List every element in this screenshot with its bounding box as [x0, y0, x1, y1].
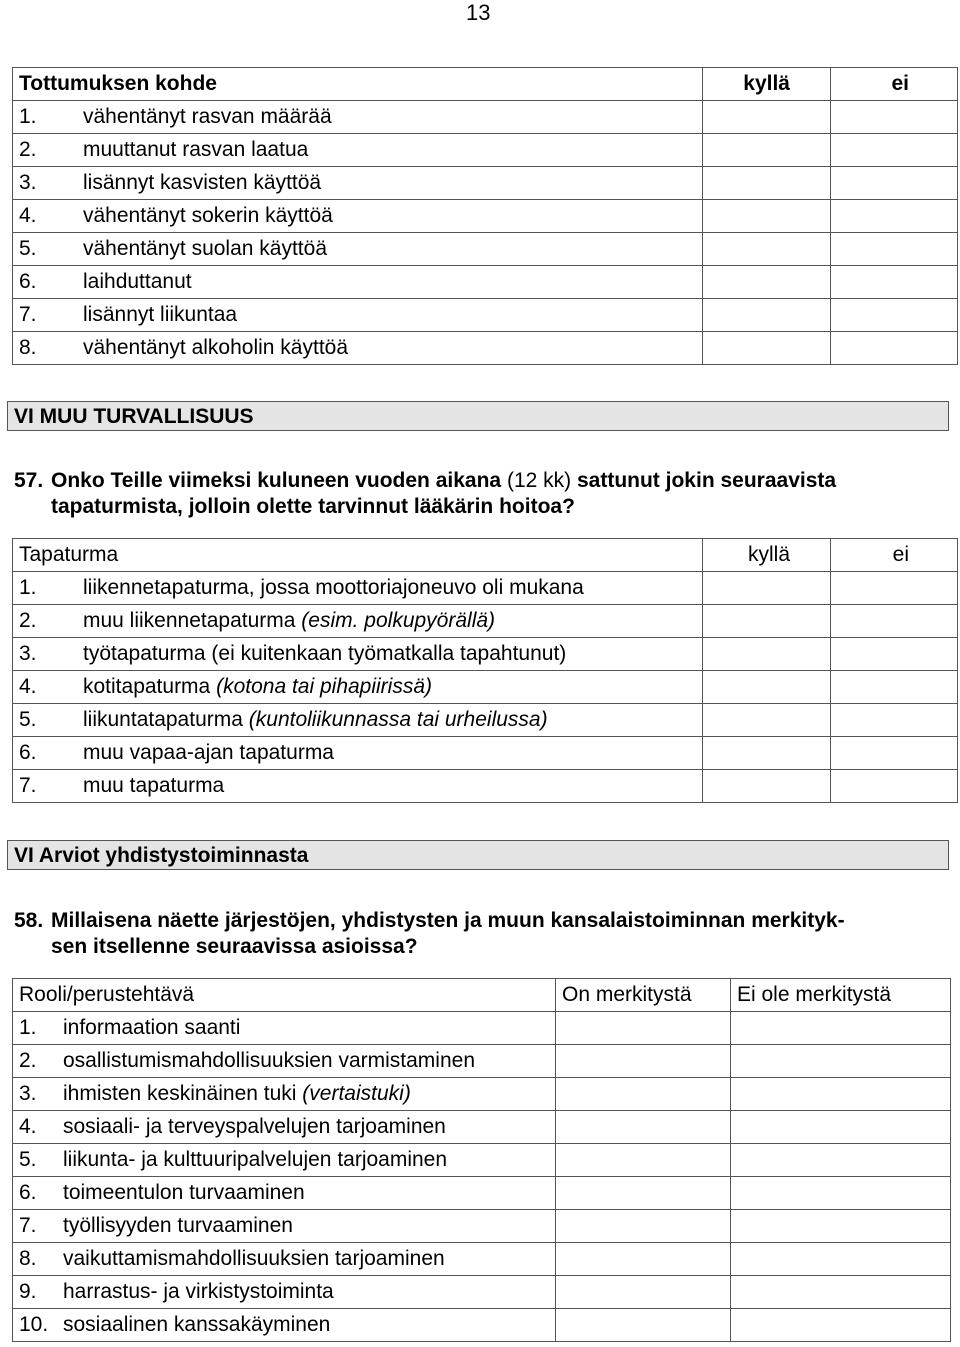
role-item-number: 2.	[19, 1049, 37, 1072]
accident-row	[13, 605, 958, 638]
habit-item-text: vähentänyt suolan käyttöä	[83, 237, 328, 260]
role-no-checkbox[interactable]	[731, 1144, 951, 1177]
habit-item-text: lisännyt kasvisten käyttöä	[83, 171, 322, 194]
habit-yes-checkbox[interactable]	[703, 233, 831, 266]
role-row	[13, 1012, 951, 1045]
question-58-line1: Millaisena näette järjestöjen, yhdistysten ja muun kansalaistoiminnan merkityk-	[51, 909, 845, 932]
accident-yes-checkbox[interactable]	[703, 704, 831, 737]
accident-table	[12, 538, 958, 803]
role-row	[13, 1111, 951, 1144]
habit-row	[13, 200, 958, 233]
role-item-number: 10.	[19, 1313, 49, 1336]
section-safety-header: VI MUU TURVALLISUUS	[7, 401, 949, 431]
role-item-number: 7.	[19, 1214, 37, 1237]
habits-table-body	[13, 68, 958, 365]
accident-item-text: muu tapaturma	[83, 774, 225, 797]
role-no-checkbox[interactable]	[731, 1078, 951, 1111]
role-item-text: ihmisten keskinäinen tuki	[63, 1082, 297, 1105]
habit-no-checkbox[interactable]	[831, 167, 958, 200]
role-item-label	[13, 1210, 556, 1243]
habit-row	[13, 299, 958, 332]
habit-item-label	[13, 101, 703, 134]
role-yes-checkbox[interactable]	[556, 1210, 731, 1243]
habit-no-checkbox[interactable]	[831, 299, 958, 332]
habit-yes-checkbox[interactable]	[703, 134, 831, 167]
accident-item-text: muu vapaa-ajan tapaturma	[83, 741, 334, 764]
accident-item-label	[13, 605, 703, 638]
accident-no-checkbox[interactable]	[831, 605, 958, 638]
role-item-text: liikunta- ja kulttuuripalvelujen tarjoaminen	[63, 1148, 448, 1171]
accident-item-text: liikennetapaturma, jossa moottoriajoneuvo oli mukana	[83, 576, 584, 599]
role-item-text: toimeentulon turvaaminen	[63, 1181, 305, 1204]
role-row	[13, 1177, 951, 1210]
accident-no-checkbox[interactable]	[831, 770, 958, 803]
role-item-label	[13, 1243, 556, 1276]
accident-item-label	[13, 671, 703, 704]
accident-row	[13, 638, 958, 671]
habits-yes-header: kyllä	[703, 68, 831, 101]
accident-item-number: 7.	[19, 774, 37, 797]
role-yes-checkbox[interactable]	[556, 1078, 731, 1111]
role-item-text: sosiaalinen kanssakäyminen	[63, 1313, 331, 1336]
habit-item-number: 7.	[19, 303, 37, 326]
habit-item-label	[13, 167, 703, 200]
habits-subject-header: Tottumuksen kohde	[13, 68, 703, 101]
habit-yes-checkbox[interactable]	[703, 200, 831, 233]
question-57-line1-a: Onko Teille viimeksi kuluneen vuoden aikana	[51, 469, 502, 492]
role-table	[12, 978, 951, 1342]
role-yes-checkbox[interactable]	[556, 1276, 731, 1309]
accident-item-note: (kuntoliikunnassa tai urheilussa)	[248, 708, 548, 731]
habit-item-label	[13, 332, 703, 365]
question-57-number: 57.	[14, 469, 44, 492]
role-item-number: 4.	[19, 1115, 37, 1138]
habits-table	[12, 67, 958, 365]
accident-subject-header: Tapaturma	[13, 539, 703, 572]
role-header-row	[13, 979, 951, 1012]
role-item-label	[13, 1276, 556, 1309]
habit-no-checkbox[interactable]	[831, 101, 958, 134]
accident-item-number: 3.	[19, 642, 37, 665]
accident-row	[13, 737, 958, 770]
role-item-text: sosiaali- ja terveyspalvelujen tarjoaminen	[63, 1115, 446, 1138]
habits-no-header: ei	[831, 68, 958, 101]
accident-yes-checkbox[interactable]	[703, 572, 831, 605]
accident-yes-checkbox[interactable]	[703, 671, 831, 704]
accident-yes-checkbox[interactable]	[703, 638, 831, 671]
role-item-text: informaation saanti	[63, 1016, 241, 1039]
role-item-number: 5.	[19, 1148, 37, 1171]
habit-yes-checkbox[interactable]	[703, 332, 831, 365]
habit-item-label	[13, 134, 703, 167]
section-association-header: VI Arviot yhdistystoiminnasta	[7, 840, 949, 870]
habit-item-number: 2.	[19, 138, 37, 161]
habit-yes-checkbox[interactable]	[703, 299, 831, 332]
habit-item-number: 3.	[19, 171, 37, 194]
role-row	[13, 1309, 951, 1342]
habit-item-number: 8.	[19, 336, 37, 359]
habit-item-text: laihduttanut	[83, 270, 192, 293]
question-57	[14, 468, 954, 520]
habit-row	[13, 134, 958, 167]
accident-row	[13, 770, 958, 803]
role-no-checkbox[interactable]	[731, 1177, 951, 1210]
role-item-number: 8.	[19, 1247, 37, 1270]
role-no-checkbox[interactable]	[731, 1012, 951, 1045]
accident-no-checkbox[interactable]	[831, 704, 958, 737]
role-item-text: työllisyyden turvaaminen	[63, 1214, 293, 1237]
accident-row	[13, 704, 958, 737]
accident-no-checkbox[interactable]	[831, 638, 958, 671]
role-yes-checkbox[interactable]	[556, 1045, 731, 1078]
accident-item-number: 6.	[19, 741, 37, 764]
accident-item-number: 5.	[19, 708, 37, 731]
habit-item-number: 1.	[19, 105, 37, 128]
accident-no-checkbox[interactable]	[831, 671, 958, 704]
role-item-number: 6.	[19, 1181, 37, 1204]
role-item-label	[13, 1177, 556, 1210]
role-item-label	[13, 1309, 556, 1342]
habit-item-text: vähentänyt sokerin käyttöä	[83, 204, 333, 227]
role-yes-header: On merkitystä	[556, 979, 731, 1012]
role-yes-checkbox[interactable]	[556, 1309, 731, 1342]
habit-yes-checkbox[interactable]	[703, 101, 831, 134]
role-item-label	[13, 1111, 556, 1144]
role-yes-checkbox[interactable]	[556, 1111, 731, 1144]
role-row	[13, 1243, 951, 1276]
role-yes-checkbox[interactable]	[556, 1243, 731, 1276]
habit-item-label	[13, 266, 703, 299]
habit-item-label	[13, 299, 703, 332]
accident-item-text: liikuntatapaturma	[83, 708, 243, 731]
habit-yes-checkbox[interactable]	[703, 266, 831, 299]
role-item-number: 9.	[19, 1280, 37, 1303]
role-row	[13, 1210, 951, 1243]
role-item-text: osallistumismahdollisuuksien varmistaminen	[63, 1049, 475, 1072]
habit-item-text: vähentänyt alkoholin käyttöä	[83, 336, 349, 359]
habit-row	[13, 233, 958, 266]
question-58-line2: sen itsellenne seuraavissa asioissa?	[51, 935, 418, 958]
role-item-text: vaikuttamismahdollisuuksien tarjoaminen	[63, 1247, 445, 1270]
accident-item-text: muu liikennetapaturma	[83, 609, 296, 632]
question-58-number: 58.	[14, 909, 44, 932]
accident-item-label	[13, 737, 703, 770]
habit-no-checkbox[interactable]	[831, 200, 958, 233]
accident-yes-checkbox[interactable]	[703, 770, 831, 803]
habit-row	[13, 167, 958, 200]
habit-item-label	[13, 200, 703, 233]
accident-no-header: ei	[831, 539, 958, 572]
habits-header-row	[13, 68, 958, 101]
habit-item-text: vähentänyt rasvan määrää	[83, 105, 332, 128]
role-item-label	[13, 1078, 556, 1111]
habit-item-label	[13, 233, 703, 266]
role-subject-header: Rooli/perustehtävä	[13, 979, 556, 1012]
role-yes-checkbox[interactable]	[556, 1177, 731, 1210]
habit-no-checkbox[interactable]	[831, 134, 958, 167]
accident-item-note: (esim. polkupyörällä)	[301, 609, 496, 632]
role-no-checkbox[interactable]	[731, 1276, 951, 1309]
question-57-line1-c: sattunut jokin seuraavista	[576, 469, 837, 492]
habit-no-checkbox[interactable]	[831, 266, 958, 299]
accident-item-label	[13, 770, 703, 803]
role-row	[13, 1045, 951, 1078]
role-no-checkbox[interactable]	[731, 1045, 951, 1078]
accident-item-number: 1.	[19, 576, 37, 599]
accident-item-label	[13, 572, 703, 605]
question-57-period: (12 kk)	[506, 469, 572, 492]
accident-table-body	[13, 539, 958, 803]
accident-row	[13, 572, 958, 605]
role-yes-checkbox[interactable]	[556, 1144, 731, 1177]
accident-yes-checkbox[interactable]	[703, 605, 831, 638]
habit-item-number: 5.	[19, 237, 37, 260]
role-item-label	[13, 1144, 556, 1177]
role-no-checkbox[interactable]	[731, 1243, 951, 1276]
accident-item-note: (kotona tai pihapiirissä)	[216, 675, 433, 698]
role-no-checkbox[interactable]	[731, 1210, 951, 1243]
accident-item-label	[13, 638, 703, 671]
habit-row	[13, 332, 958, 365]
accident-item-text: kotitapaturma	[83, 675, 211, 698]
accident-no-checkbox[interactable]	[831, 572, 958, 605]
role-item-note: (vertaistuki)	[302, 1082, 411, 1105]
accident-item-label	[13, 704, 703, 737]
role-row	[13, 1276, 951, 1309]
role-row	[13, 1144, 951, 1177]
question-57-line2: tapaturmista, jolloin olette tarvinnut lääkärin hoitoa?	[51, 495, 575, 518]
habit-item-text: lisännyt liikuntaa	[83, 303, 238, 326]
role-item-label	[13, 1012, 556, 1045]
habit-item-number: 4.	[19, 204, 37, 227]
role-item-text: harrastus- ja virkistystoiminta	[63, 1280, 334, 1303]
accident-no-checkbox[interactable]	[831, 737, 958, 770]
accident-row	[13, 671, 958, 704]
habit-item-text: muuttanut rasvan laatua	[83, 138, 309, 161]
role-no-checkbox[interactable]	[731, 1111, 951, 1144]
habit-item-number: 6.	[19, 270, 37, 293]
accident-yes-checkbox[interactable]	[703, 737, 831, 770]
page-number: 13	[466, 0, 491, 25]
role-row	[13, 1078, 951, 1111]
habit-no-checkbox[interactable]	[831, 233, 958, 266]
accident-item-number: 2.	[19, 609, 37, 632]
accident-header-row	[13, 539, 958, 572]
role-item-number: 1.	[19, 1016, 37, 1039]
role-item-label	[13, 1045, 556, 1078]
role-table-body	[13, 979, 951, 1342]
accident-yes-header: kyllä	[703, 539, 831, 572]
habit-row	[13, 266, 958, 299]
question-58	[14, 908, 954, 960]
habit-no-checkbox[interactable]	[831, 332, 958, 365]
accident-item-number: 4.	[19, 675, 37, 698]
role-yes-checkbox[interactable]	[556, 1012, 731, 1045]
habit-yes-checkbox[interactable]	[703, 167, 831, 200]
role-item-number: 3.	[19, 1082, 37, 1105]
role-no-header: Ei ole merkitystä	[731, 979, 951, 1012]
accident-item-text: työtapaturma (ei kuitenkaan työmatkalla tapahtunut)	[83, 642, 567, 665]
habit-row	[13, 101, 958, 134]
role-no-checkbox[interactable]	[731, 1309, 951, 1342]
